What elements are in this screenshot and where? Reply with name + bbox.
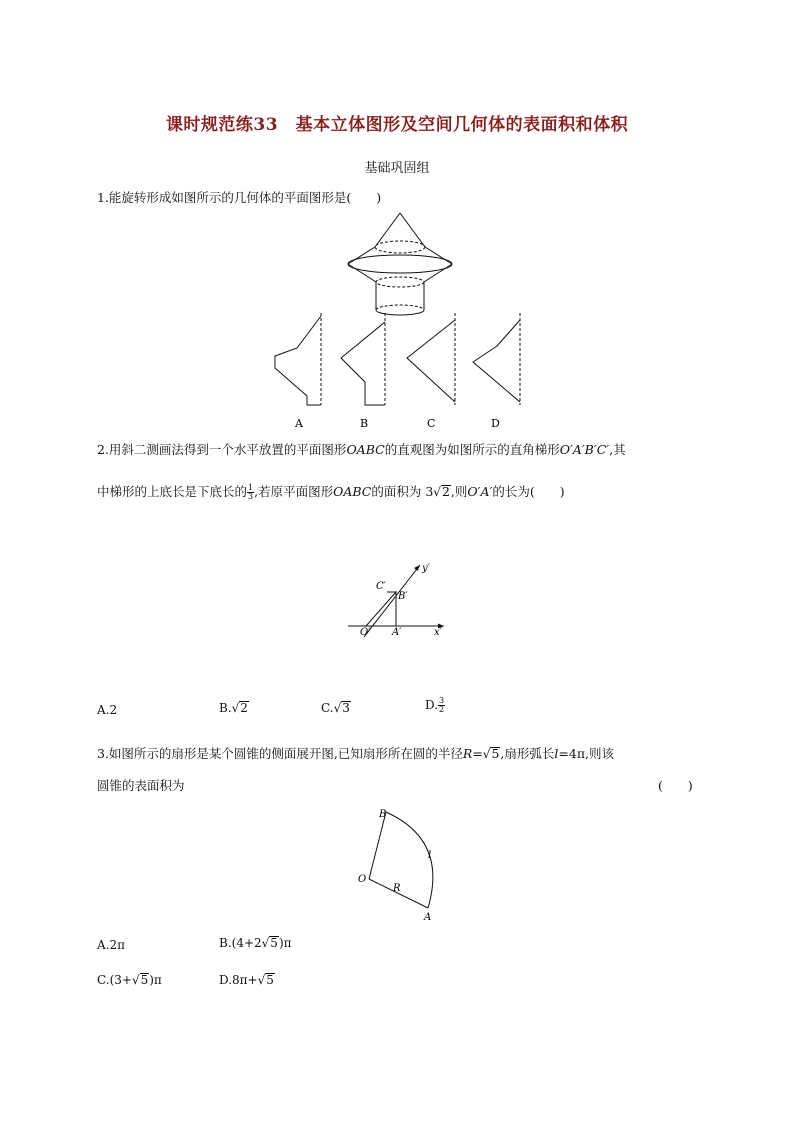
label-o: O [358, 874, 367, 885]
question-3-line-2: 圆锥的表面积为 [97, 778, 185, 793]
page-title: 课时规范练33 基本立体图形及空间几何体的表面积和体积 [165, 115, 629, 135]
option-a-shape [275, 313, 321, 405]
option-a-label: A [295, 417, 303, 430]
q3-option-a[interactable]: A.2π [97, 938, 126, 952]
section-heading: 基础巩固组 [364, 161, 430, 176]
label-x-prime: x′ [434, 627, 442, 638]
label-l: l [428, 850, 432, 861]
question-1-text: 1.能旋转形成如图所示的几何体的平面图形是( ) [97, 190, 382, 205]
question-1-solid-figure [340, 210, 460, 320]
q2-option-a[interactable]: A.2 [97, 703, 118, 717]
option-d-shape [473, 313, 520, 405]
q2-option-c[interactable]: C.√3 [321, 701, 350, 715]
q2-option-d[interactable]: D. $\frac{3}{2}$ [425, 696, 445, 714]
label-r: R [393, 883, 401, 894]
question-3-line-1: 3.如图所示的扇形是某个圆锥的侧面展开图,已知扇形所在圆的半径R=√5,扇形弧长l=4π,则该 [97, 746, 615, 761]
fraction-one-third: $\frac{1}{3}$ [248, 483, 254, 501]
label-c-prime: C′ [376, 581, 386, 592]
question-1-options-figure [265, 310, 535, 435]
label-y-prime: y′ [422, 563, 430, 574]
q3-option-c[interactable]: C.(3+√5)π [97, 973, 162, 987]
label-a-prime: A′ [392, 627, 402, 638]
question-2-trapezoid-figure [340, 555, 450, 640]
label-o-prime: O′ [360, 627, 371, 638]
label-b: B [379, 809, 387, 820]
question-2-line-1: 2.用斜二测画法得到一个水平放置的平面图形OABC的直观图为如图所示的直角梯形O′A′B′C′,其 [97, 442, 626, 457]
option-c-shape [407, 313, 455, 405]
question-2-line-2: 中梯形的上底长是下底长的 $\frac{1}{3}$ ,若原平面图形OABC的面积为 3√2,则O′A′的长为( ) [97, 483, 565, 501]
option-d-label: D [491, 417, 500, 430]
option-c-label: C [427, 417, 436, 430]
option-b-label: B [360, 417, 369, 430]
label-b-prime: B′ [398, 591, 408, 602]
label-a: A [424, 912, 432, 923]
question-3-answer-paren: ( ) [658, 778, 693, 793]
q3-option-b[interactable]: B.(4+2√5)π [219, 936, 292, 950]
q2-option-b[interactable]: B.√2 [219, 701, 248, 715]
question-3-sector-figure [352, 800, 452, 925]
option-b-shape [341, 313, 385, 405]
q3-option-d[interactable]: D.8π+√5 [219, 973, 274, 987]
